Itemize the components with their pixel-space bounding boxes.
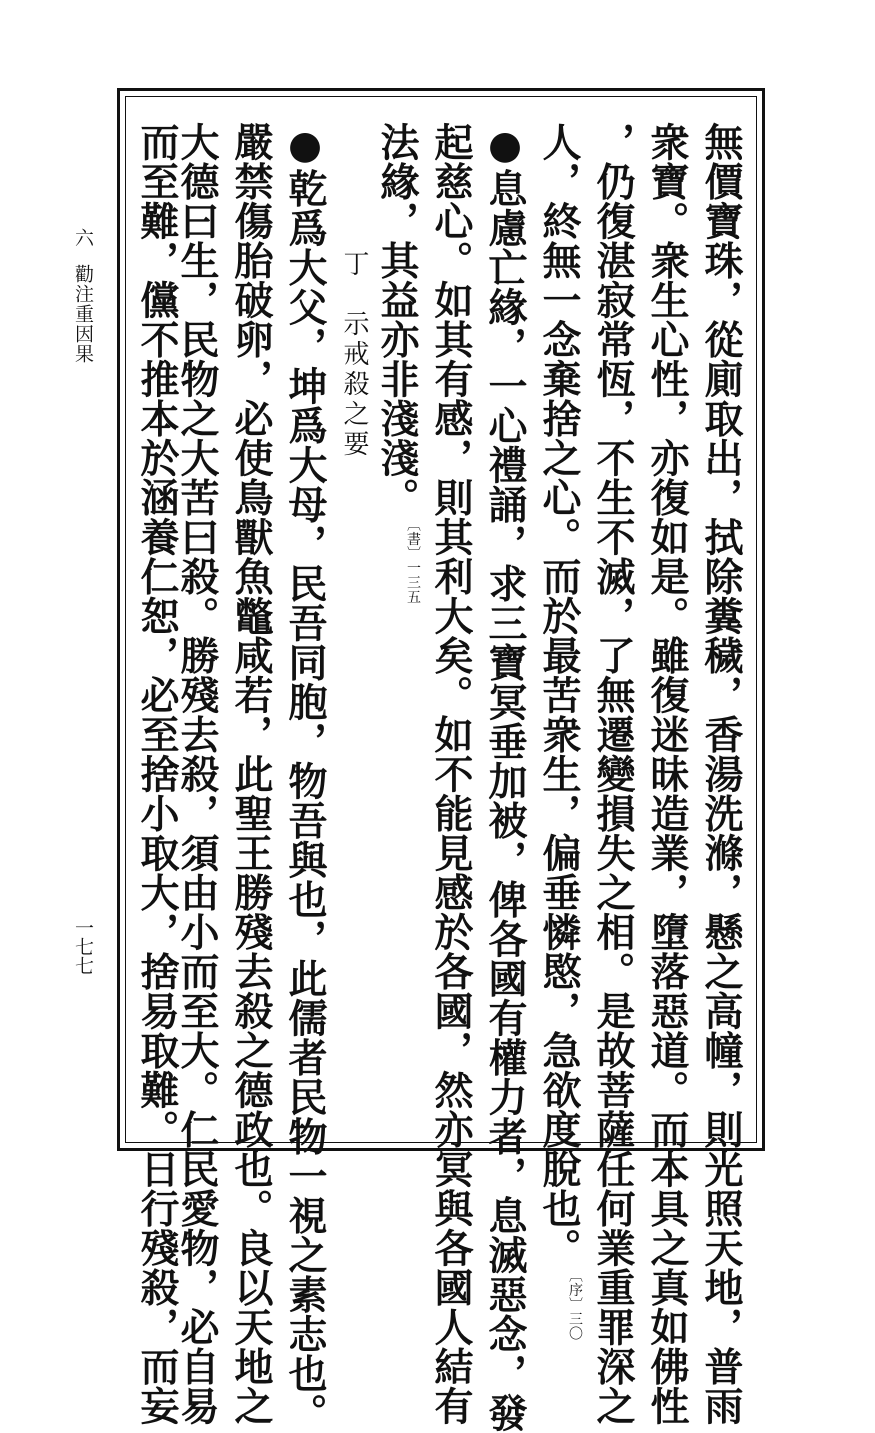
text-column: ，仍復湛寂常恆，不生不滅，了無遷變損失之相。是故菩薩任何業重罪深之 — [590, 122, 636, 1426]
column-text: 法緣，其益亦非淺淺。 — [374, 122, 420, 517]
section-heading: 丁 示戒殺之要 — [339, 250, 369, 460]
text-column: 起慈心。如其有感，則其利大矣。如不能見感於各國，然亦冥與各國人結有 — [428, 122, 474, 1426]
source-note: 〔序〕三〇 — [567, 1267, 583, 1340]
text-column: 無價寶珠，從廁取出，拭除糞穢，香湯洗滌，懸之高幢，則光照天地，普雨 — [698, 122, 744, 1426]
column-text: 人，終無一念棄捨之心。而於最苦衆生，偏垂憐愍，急欲度脫也。 — [536, 122, 582, 1268]
page-number: 一七七 — [72, 918, 94, 975]
running-title: 勸注重因果 — [72, 264, 94, 364]
text-column — [373, 122, 421, 604]
source-note: 〔書〕一三五 — [405, 517, 421, 604]
chapter-marker: 六 — [72, 228, 94, 247]
text-column: 衆寶。衆生心性，亦復如是。雖復迷昧造業，墮落惡道。而本具之真如佛性 — [644, 122, 690, 1426]
text-column: ●乾爲大父，坤爲大母，民吾同胞，物吾與也，此儒者民物一視之素志也。 — [282, 122, 328, 1433]
text-column: 而至難，儻不推本於涵養仁恕，必至捨小取大，捨易取難。日行殘殺，而妄 — [134, 122, 180, 1426]
text-column: 嚴禁傷胎破卵，必使鳥獸魚鼈咸若，此聖王勝殘去殺之德政也。良以天地之 — [228, 122, 274, 1426]
text-column: 大德曰生，民物之大苦曰殺。勝殘去殺，須由小而至大。仁民愛物，必自易 — [174, 122, 220, 1426]
text-column — [535, 122, 583, 1340]
text-column: ●息慮亡緣，一心禮誦，求三寶冥垂加被，俾各國有權力者，息滅惡念，發 — [482, 122, 528, 1433]
